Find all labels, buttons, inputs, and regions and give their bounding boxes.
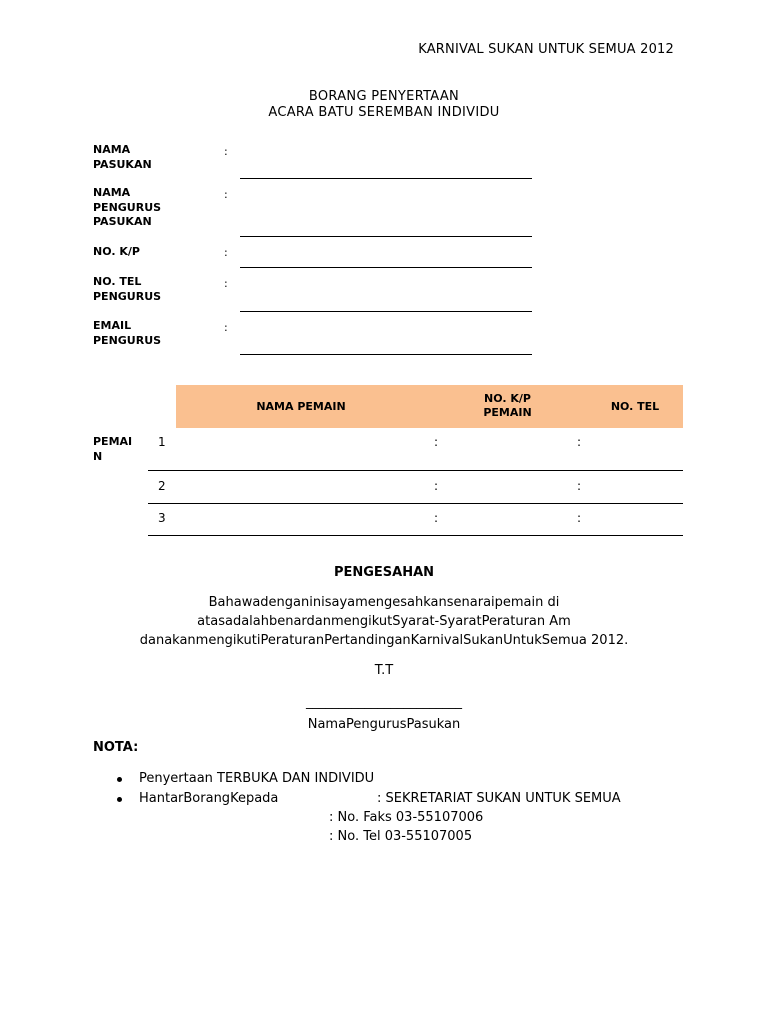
colon: : (224, 321, 228, 334)
signatory-name: NamaPengurusPasukan (307, 717, 461, 732)
label-no-tel: NO. TEL PENGURUS (93, 275, 162, 303)
tt-label: T.T (374, 663, 394, 678)
label-nama-pengurus: NAMA PENGURUS PASUKAN (93, 186, 162, 228)
table-row[interactable] (148, 503, 683, 504)
row-number: 1 (158, 435, 166, 449)
colon: : (434, 435, 439, 449)
row-number: 3 (158, 511, 166, 525)
nota-item-hantar-value: : SEKRETARIAT SUKAN UNTUK SEMUA (377, 791, 621, 806)
form-subtitle: ACARA BATU SEREMBAN INDIVIDU (268, 105, 500, 120)
nama-pasukan-field[interactable] (240, 178, 532, 179)
label-email: EMAIL PENGURUS (93, 319, 162, 347)
event-header: KARNIVAL SUKAN UNTUK SEMUA 2012 (418, 42, 674, 57)
header-no-tel: NO. TEL (610, 400, 660, 413)
header-no-kp-pemain: NO. K/P PEMAIN (483, 392, 532, 419)
colon: : (224, 188, 228, 201)
colon: : (577, 435, 582, 449)
nota-tel: : No. Tel 03-55107005 (329, 829, 473, 844)
colon: : (434, 479, 439, 493)
colon: : (224, 246, 228, 259)
pengesahan-text-line1: Bahawadenganinisayamengesahkansenaraipemain di (208, 595, 560, 610)
header-nama-pemain: NAMA PEMAIN (256, 400, 346, 413)
no-kp-field[interactable] (240, 267, 532, 268)
email-field[interactable] (240, 354, 532, 355)
no-tel-field[interactable] (240, 311, 532, 312)
pengesahan-text-line2: atasadalahbenardanmengikutSyarat-SyaratPeraturan Am (197, 614, 571, 629)
signature-line[interactable]: ________________________ (306, 695, 462, 710)
row-number: 2 (158, 479, 166, 493)
colon: : (434, 511, 439, 525)
label-nama-pasukan: NAMA PASUKAN (93, 143, 152, 171)
nama-pengurus-field[interactable] (240, 236, 532, 237)
colon: : (224, 145, 228, 158)
nota-item-hantar-label: HantarBorangKepada (139, 791, 279, 806)
table-row[interactable] (148, 470, 683, 471)
bullet-icon (117, 797, 122, 802)
nota-title: NOTA: (93, 740, 139, 755)
pengesahan-text-line3: danakanmengikutiPeraturanPertandinganKarnivalSukanUntukSemua 2012. (139, 633, 629, 648)
bullet-icon (117, 777, 122, 782)
table-row[interactable] (148, 535, 683, 536)
colon: : (577, 479, 582, 493)
nota-fax: : No. Faks 03-55107006 (329, 810, 484, 825)
colon: : (224, 277, 228, 290)
colon: : (577, 511, 582, 525)
nota-item-penyertaan: Penyertaan TERBUKA DAN INDIVIDU (139, 771, 375, 786)
form-title: BORANG PENYERTAAN (308, 89, 460, 104)
label-no-kp: NO. K/P (93, 245, 140, 258)
row-label-pemain: PEMAI N (93, 435, 133, 463)
pengesahan-title: PENGESAHAN (333, 565, 435, 580)
